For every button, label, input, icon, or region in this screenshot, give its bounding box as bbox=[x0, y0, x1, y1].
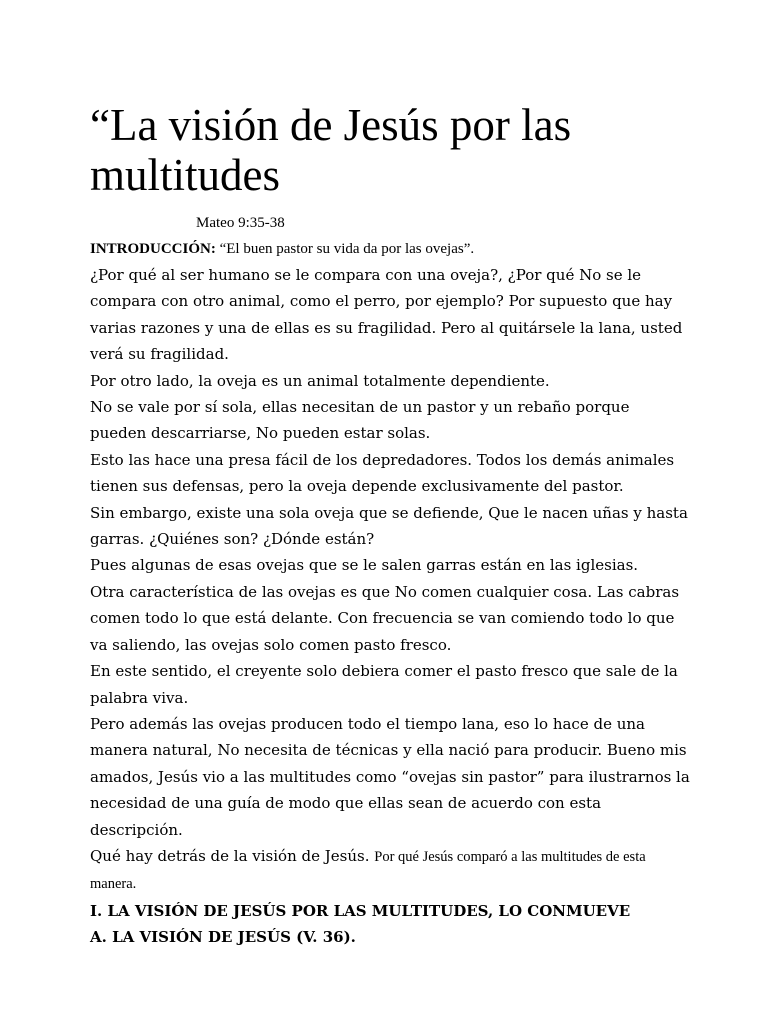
paragraph: Pero además las ovejas producen todo el tiempo lana, eso lo hace de una manera natural, No necesita de técnicas y ella nació para producir. Bueno mis amados, Jesús vio a las multitudes como “ovejas sin pastor” para ilustrarnos la necesidad de una guía de modo que ellas sean de acuerdo con esta descripción. bbox=[90, 714, 690, 839]
introduction-label: INTRODUCCIÓN: bbox=[90, 241, 216, 257]
paragraph: ¿Por qué al ser humano se le compara con una oveja?, ¿Por qué No se le compara con otro animal, como el perro, por ejemplo? Por supuesto que hay varias razones y una de ellas es su fragilidad. Pero al quitársele la lana, usted verá su fragilidad. bbox=[90, 266, 683, 364]
paragraph: Esto las hace una presa fácil de los depredadores. Todos los demás animales tienen sus defensas, pero la oveja depende exclusivamente del pastor. bbox=[90, 450, 675, 496]
document-body bbox=[90, 262, 690, 951]
introduction-line bbox=[90, 241, 474, 258]
scripture-reference: Mateo 9:35-38 bbox=[196, 215, 285, 231]
paragraph-part: Por qué Jesús comparó a las multitudes de esta manera. bbox=[90, 848, 646, 893]
section-heading: I. LA VISIÓN DE JESÚS POR LAS MULTITUDES, LO CONMUEVE bbox=[90, 901, 631, 920]
paragraph: Sin embargo, existe una sola oveja que se defiende, Que le nacen uñas y hasta garras. ¿Quiénes son? ¿Dónde están? bbox=[90, 503, 688, 549]
introduction-quote: “El buen pastor su vida da por las ovejas”. bbox=[215, 241, 475, 257]
paragraph-part: Qué hay detrás de la visión de Jesús. bbox=[90, 846, 375, 865]
paragraph: Por otro lado, la oveja es un animal totalmente dependiente. bbox=[90, 371, 550, 390]
paragraph: Otra característica de las ovejas es que No comen cualquier cosa. Las cabras comen todo lo que está delante. Con frecuencia se van comiendo todo lo que va saliendo, las ovejas solo comen pasto fresco. bbox=[90, 582, 680, 654]
document-title: “La visión de Jesús por las multitudes bbox=[90, 100, 572, 200]
subsection-heading: A. LA VISIÓN DE JESÚS (V. 36). bbox=[90, 928, 356, 947]
paragraph: Pues algunas de esas ovejas que se le salen garras están en las iglesias. bbox=[90, 556, 639, 575]
paragraph bbox=[90, 843, 690, 898]
paragraph: En este sentido, el creyente solo debiera comer el pasto fresco que sale de la palabra viva. bbox=[90, 662, 678, 707]
paragraph: No se vale por sí sola, ellas necesitan de un pastor y un rebaño porque pueden descarriarse, No pueden estar solas. bbox=[90, 398, 630, 443]
